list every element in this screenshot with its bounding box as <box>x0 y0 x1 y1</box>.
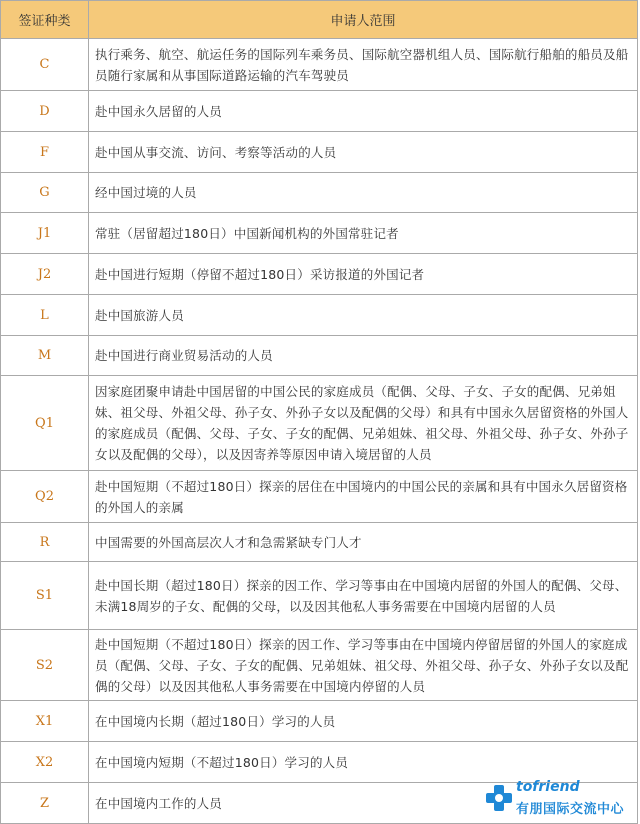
table-row <box>1 91 638 132</box>
visa-code: J1 <box>1 213 89 254</box>
table-row <box>1 173 638 213</box>
visa-code: G <box>1 173 89 213</box>
medical-cross-logo-icon <box>484 783 514 813</box>
visa-scope: 赴中国进行商业贸易活动的人员 <box>89 336 638 376</box>
visa-scope: 执行乘务、航空、航运任务的国际列车乘务员、国际航空器机组人员、国际航行船舶的船员及船员随行家属和从事国际道路运输的汽车驾驶员 <box>89 39 638 91</box>
table-row <box>1 376 638 471</box>
visa-code: X2 <box>1 742 89 783</box>
brand-name-en: tofriend <box>516 779 580 795</box>
table-row <box>1 523 638 562</box>
header-applicant-scope: 申请人范围 <box>89 1 638 39</box>
table-row <box>1 562 638 630</box>
visa-code: C <box>1 39 89 91</box>
table-row <box>1 471 638 523</box>
visa-scope: 赴中国从事交流、访问、考察等活动的人员 <box>89 132 638 173</box>
table-row <box>1 701 638 742</box>
header-visa-type: 签证种类 <box>1 1 89 39</box>
table-row <box>1 132 638 173</box>
table-row <box>1 254 638 295</box>
visa-scope: 常驻（居留超过180日）中国新闻机构的外国常驻记者 <box>89 213 638 254</box>
visa-scope: 在中国境内短期（不超过180日）学习的人员 <box>89 742 638 783</box>
visa-scope: 赴中国旅游人员 <box>89 295 638 336</box>
visa-code: Q2 <box>1 471 89 523</box>
visa-code: S2 <box>1 630 89 701</box>
visa-scope: 赴中国进行短期（停留不超过180日）采访报道的外国记者 <box>89 254 638 295</box>
visa-code: S1 <box>1 562 89 630</box>
visa-scope: 在中国境内工作的人员 <box>89 783 638 824</box>
tofriend-watermark-logo <box>484 779 632 819</box>
visa-scope: 赴中国短期（不超过180日）探亲的因工作、学习等事由在中国境内停留居留的外国人的家庭成员（配偶、父母、子女、子女的配偶、兄弟姐妹、祖父母、外祖父母、孙子女、外孙子女以及配偶的父母）以及因其他私人事务需要在中国境内停留的人员 <box>89 630 638 701</box>
visa-code: Q1 <box>1 376 89 471</box>
visa-code: L <box>1 295 89 336</box>
visa-code: R <box>1 523 89 562</box>
visa-scope: 赴中国短期（不超过180日）探亲的居住在中国境内的中国公民的亲属和具有中国永久居留资格的外国人的亲属 <box>89 471 638 523</box>
brand-name-cn: 有朋国际交流中心 <box>516 802 625 817</box>
visa-scope: 经中国过境的人员 <box>89 173 638 213</box>
visa-code: Z <box>1 783 89 824</box>
visa-code: M <box>1 336 89 376</box>
visa-scope: 在中国境内长期（超过180日）学习的人员 <box>89 701 638 742</box>
visa-scope: 赴中国永久居留的人员 <box>89 91 638 132</box>
table-row <box>1 39 638 91</box>
visa-scope: 赴中国长期（超过180日）探亲的因工作、学习等事由在中国境内居留的外国人的配偶、父母、未满18周岁的子女、配偶的父母，以及因其他私人事务需要在中国境内居留的人员 <box>89 562 638 630</box>
table-header-row <box>1 1 638 39</box>
table-row <box>1 213 638 254</box>
table-row <box>1 630 638 701</box>
visa-code: J2 <box>1 254 89 295</box>
table-row <box>1 336 638 376</box>
table-row <box>1 295 638 336</box>
visa-code: X1 <box>1 701 89 742</box>
visa-code: D <box>1 91 89 132</box>
visa-code: F <box>1 132 89 173</box>
visa-scope: 因家庭团聚申请赴中国居留的中国公民的家庭成员（配偶、父母、子女、子女的配偶、兄弟姐妹、祖父母、外祖父母、孙子女、外孙子女以及配偶的父母）和具有中国永久居留资格的外国人的家庭成员（配偶、父母、子女、子女的配偶、兄弟姐妹、祖父母、外祖父母、孙子女、外孙子女以及配偶的父母），以及因寄养等原因申请入境居留的人员 <box>89 376 638 471</box>
table-row <box>1 742 638 783</box>
visa-scope: 中国需要的外国高层次人才和急需紧缺专门人才 <box>89 523 638 562</box>
